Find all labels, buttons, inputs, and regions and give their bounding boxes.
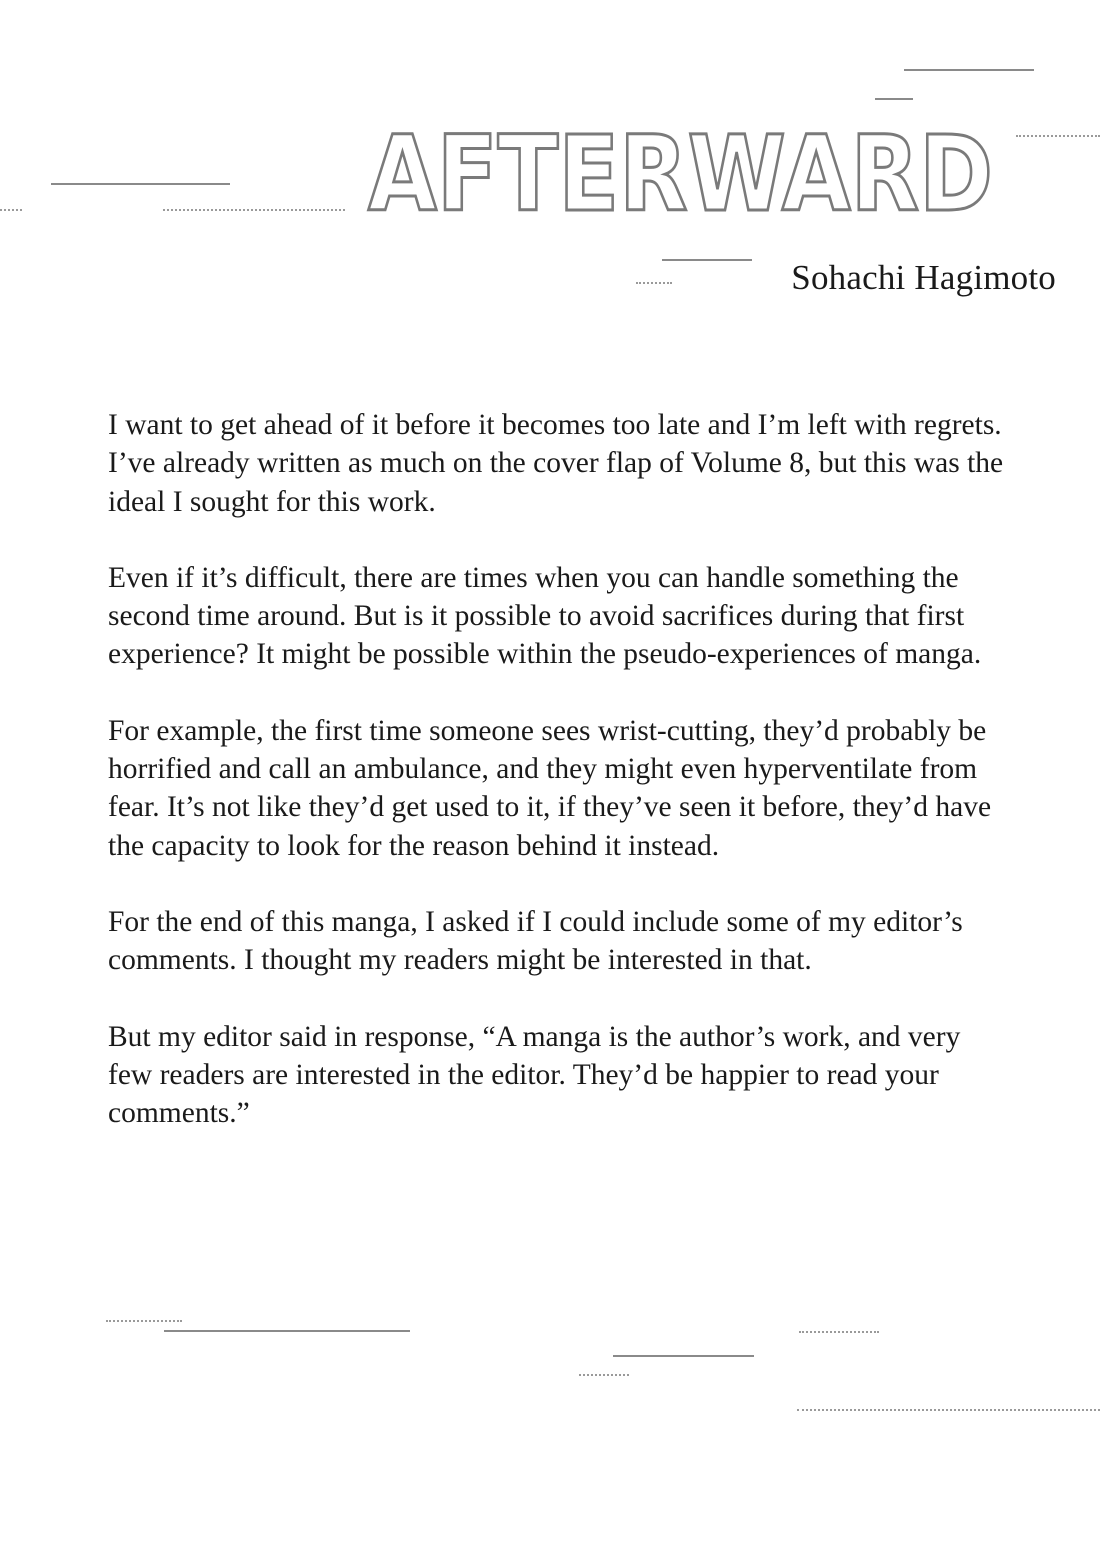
decor-dotted-line — [106, 1320, 182, 1322]
decor-dotted-line — [579, 1374, 629, 1376]
decor-line — [662, 259, 752, 261]
paragraph: For example, the first time someone sees wrist-cutting, they’d probably be horrified and call an ambulance, and they might even hyperventilate from fear. It’s not like they’d get used to it, if they’ve seen it before, they’d have the capacity to look for the reason behind it instead. — [108, 714, 992, 862]
paragraph: But my editor said in response, “A manga is the author’s work, and very few readers are interested in the editor. They’d be happier to read your comments.” — [108, 1020, 961, 1130]
decor-dotted-line — [799, 1331, 879, 1333]
paragraph: I want to get ahead of it before it becomes too late and I’m left with regrets. I’ve already written as much on the cover flap of Volume 8, but this was the ideal I sought for this work. — [108, 409, 1004, 518]
decor-line — [904, 69, 1034, 71]
decor-dotted-line — [163, 209, 345, 211]
decor-dotted-line — [797, 1409, 1100, 1411]
decor-line — [875, 98, 913, 100]
paragraph: Even if it’s difficult, there are times when you can handle something the second time around. But is it possible to avoid sacrifices during that first experience? It might be possible within the pseudo-experiences of manga. — [108, 561, 982, 671]
decor-dotted-line — [636, 282, 672, 284]
author-name: Sohachi Hagimoto — [791, 258, 1056, 297]
decor-line — [164, 1330, 410, 1332]
decor-line — [613, 1355, 754, 1357]
decor-dotted-line — [0, 209, 22, 211]
decor-dotted-line — [1016, 135, 1100, 137]
paragraph: For the end of this manga, I asked if I could include some of my editor’s comments. I thought my readers might be interested in that. — [108, 905, 963, 977]
title-text: AFTERWARD — [368, 113, 993, 235]
decor-line — [51, 183, 230, 185]
page-title — [360, 113, 1000, 235]
afterword-body — [108, 406, 1008, 1132]
